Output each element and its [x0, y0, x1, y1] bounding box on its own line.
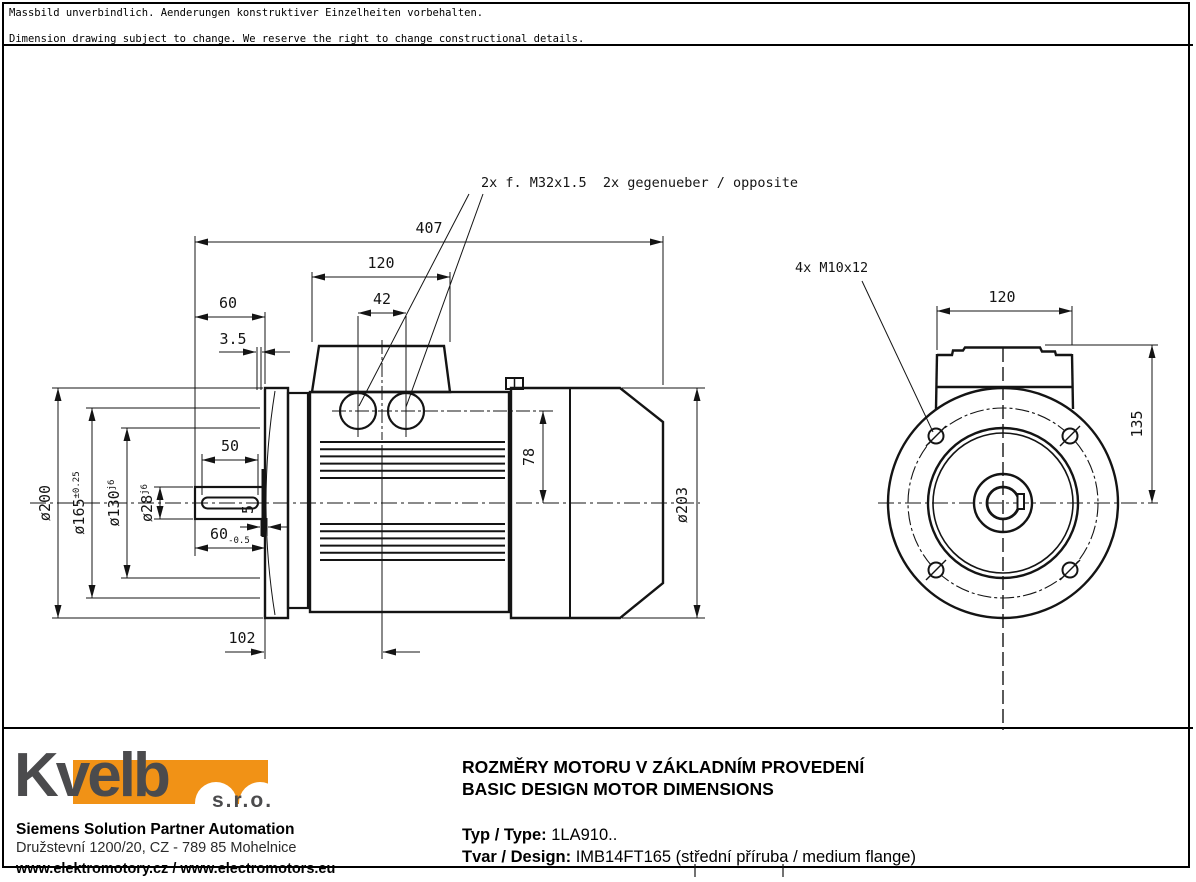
- dim-shaft-dia-tol: j6: [140, 484, 150, 495]
- kvelb-logo: [0, 727, 460, 877]
- dim-gland-axis-height: [520, 411, 543, 503]
- type-row: [462, 824, 1172, 846]
- cooling-fins-lower: [320, 524, 505, 560]
- callout-flange-holes: [795, 260, 933, 432]
- dim-key-length-label: 50: [220, 437, 240, 455]
- footer: [0, 727, 1196, 877]
- callout-flange-holes-label: 4x M10x12: [795, 260, 869, 276]
- dim-box-width-label: 120: [367, 254, 395, 272]
- dim-shaft-length: [195, 525, 265, 622]
- design-row: [462, 846, 1172, 868]
- dim-pitch-dia-label: ø165: [70, 498, 88, 535]
- dim-gland-spacing-label: 42: [372, 290, 392, 308]
- dim-shaft-dia-label: ø28: [138, 494, 156, 522]
- callout-cable-glands-label: 2x f. M32x1.5 2x gegenueber / opposite: [481, 175, 798, 191]
- side-view: [30, 175, 798, 659]
- tap-hole: [1060, 560, 1080, 580]
- dim-gland-spacing: [358, 290, 406, 313]
- svg-text:ø28j6: [138, 484, 156, 522]
- type-label: Typ / Type:: [462, 826, 547, 844]
- dim-pitch-dia-tol: ±0.25: [72, 471, 82, 499]
- dim-overall-length-label: 407: [415, 219, 443, 237]
- svg-text:60-0.5: [210, 525, 250, 546]
- dim-shoulder-gap: [219, 330, 290, 390]
- dim-spigot-dia-label: ø130: [105, 490, 123, 527]
- dim-cowl-dia-label: ø203: [673, 486, 691, 524]
- title-block: [462, 727, 1172, 868]
- dim-box-height-label: 135: [1128, 410, 1146, 438]
- bearing-shield: [288, 393, 308, 608]
- dim-shaft-length-tol: -0.5: [228, 536, 250, 546]
- keyway-front: [1018, 494, 1025, 509]
- dim-shaft-extension-label: 60: [218, 294, 238, 312]
- side-view-dimensions: [36, 219, 705, 659]
- dim-box-width-front: [937, 288, 1072, 350]
- callout-cable-glands: [359, 175, 798, 407]
- cooling-fins-upper: [320, 442, 505, 478]
- dim-spigot-depth-label: 5: [239, 504, 257, 514]
- svg-text:ø130j6: [105, 480, 123, 527]
- dim-box-width-front-label: 120: [988, 288, 1016, 306]
- dim-shoulder-gap-label: 3.5: [219, 330, 247, 348]
- front-view-dimensions: [937, 288, 1158, 503]
- website-links[interactable]: www.elektromotory.cz / www.electromotors.eu: [16, 861, 336, 877]
- tap-hole: [926, 426, 946, 446]
- address-line: Družstevní 1200/20, CZ - 789 85 Mohelnice: [16, 840, 297, 856]
- drawing-title-cz: ROZMĚRY MOTORU V ZÁKLADNÍM PROVEDENÍ: [462, 757, 865, 777]
- dim-spigot-dia-tol: j6: [107, 479, 117, 491]
- design-value: IMB14FT165 (střední příruba / medium flange): [575, 848, 916, 866]
- dim-gland-height-label: 78: [520, 447, 538, 467]
- disclaimer-line-de: Massbild unverbindlich. Aenderungen konstruktiver Einzelheiten vorbehalten.: [9, 7, 484, 19]
- logo-suffix: s.r.o.: [212, 789, 274, 812]
- partner-line: Siemens Solution Partner Automation: [16, 821, 295, 838]
- drawing-title-en: BASIC DESIGN MOTOR DIMENSIONS: [462, 779, 774, 799]
- logo-wordmark: Kvelb: [14, 741, 168, 810]
- svg-text:ø165±0.25: [70, 471, 88, 534]
- dim-flange-gland-label: 102: [228, 629, 256, 647]
- fan-cowl: [506, 378, 663, 618]
- dim-flange-dia-label: ø200: [36, 484, 54, 522]
- dim-box-top-to-axis: [1045, 345, 1158, 503]
- dim-shaft-length-label: 60: [210, 525, 229, 543]
- design-label: Tvar / Design:: [462, 848, 572, 866]
- front-view: [795, 260, 1158, 730]
- type-value: 1LA910..: [551, 826, 618, 844]
- disclaimer-line-en: Dimension drawing subject to change. We reserve the right to change constructional details.: [9, 33, 585, 45]
